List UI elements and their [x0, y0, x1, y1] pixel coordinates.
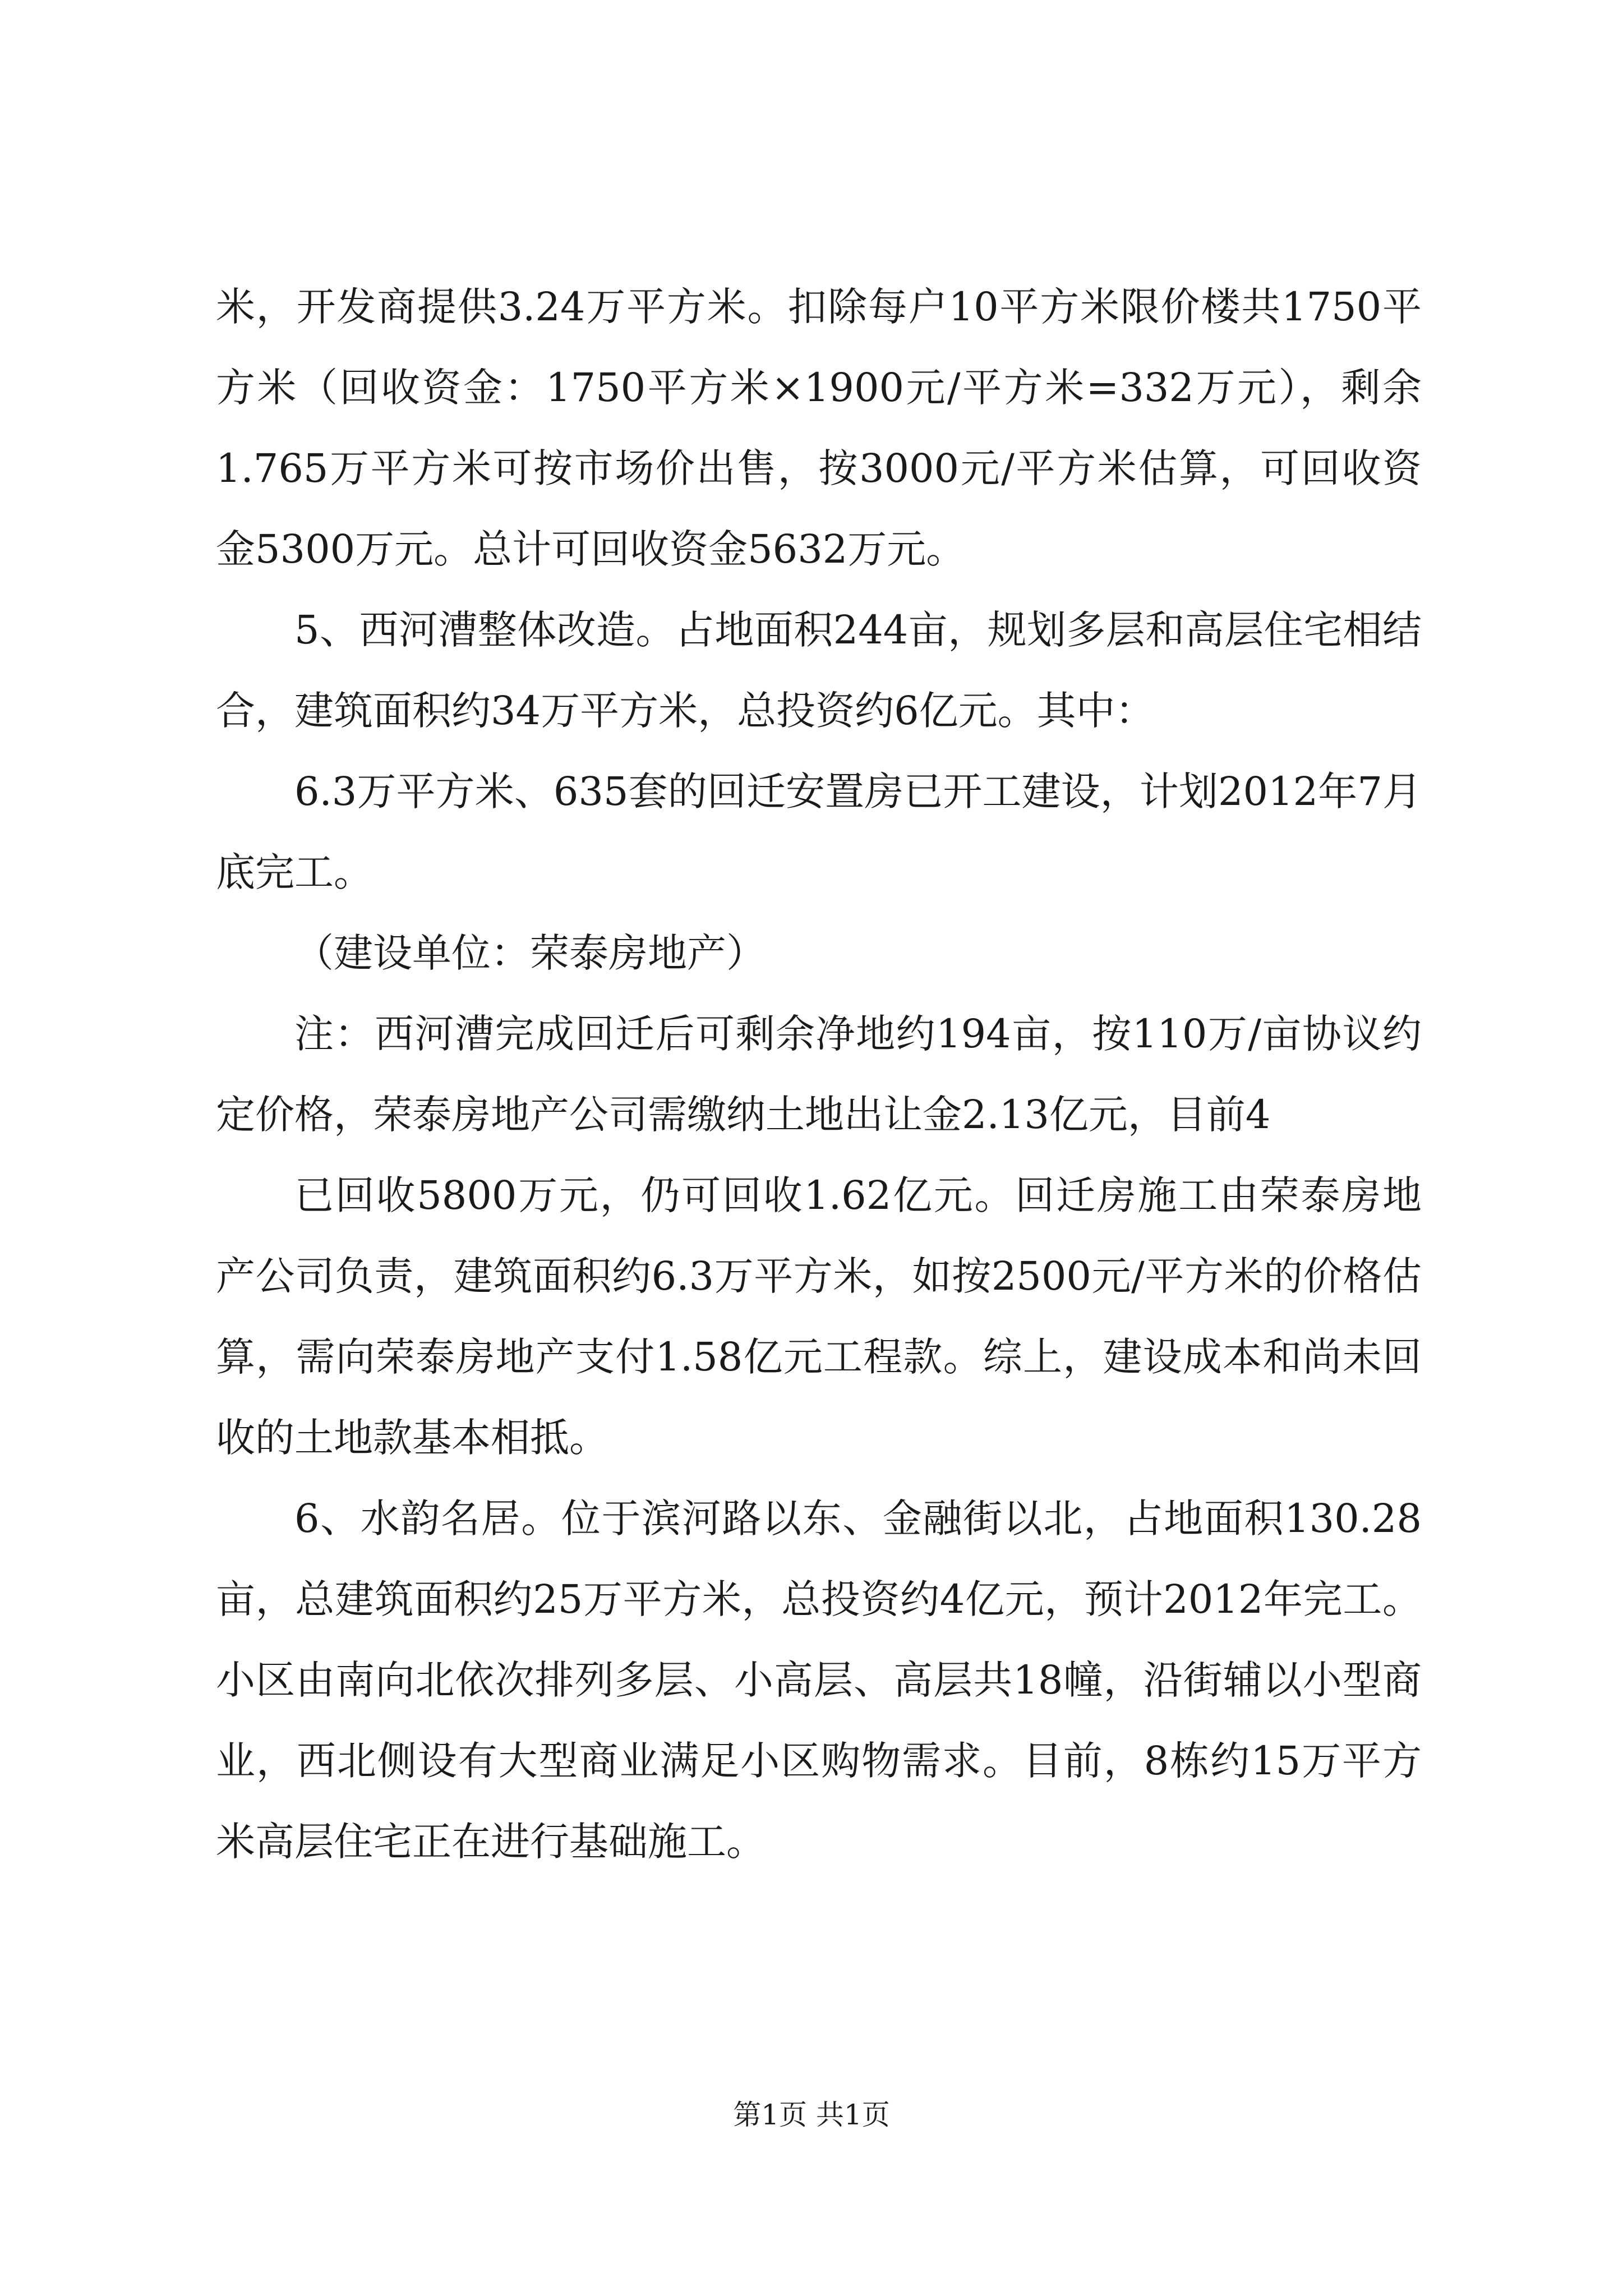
paragraph-3: 6.3万平方米、635套的回迁安置房已开工建设，计划2012年7月底完工。 — [216, 769, 1422, 895]
paragraph-2: 5、西河漕整体改造。占地面积244亩，规划多层和高层住宅相结合，建筑面积约34万平方米，总投资约6亿元。其中： — [216, 607, 1422, 734]
document-body — [216, 266, 1422, 1882]
page-footer: 第1页 共1页 — [733, 2099, 890, 2131]
paragraph-1: 米，开发商提供3.24万平方米。扣除每户10平方米限价楼共1750平方米（回收资金：1750平方米×1900元/平方米=332万元），剩余1.765万平方米可按市场价出售，按3000元/平方米估算，可回收资金5300万元。总计可回收资金5632万元。 — [216, 284, 1422, 572]
paragraph-6: 已回收5800万元，仍可回收1.62亿元。回迁房施工由荣泰房地产公司负责，建筑面积约6.3万平方米，如按2500元/平方米的价格估算，需向荣泰房地产支付1.58亿元工程款。综上，建设成本和尚未回收的土地款基本相抵。 — [216, 1172, 1422, 1461]
paragraph-7: 6、水韵名居。位于滨河路以东、金融街以北，占地面积130.28亩，总建筑面积约25万平方米，总投资约4亿元，预计2012年完工。小区由南向北依次排列多层、小高层、高层共18幢，沿街辅以小型商业，西北侧设有大型商业满足小区购物需求。目前，8栋约15万平方米高层住宅正在进行基础施工。 — [216, 1496, 1422, 1865]
paragraph-4: （建设单位：荣泰房地产） — [294, 930, 766, 976]
paragraph-5: 注：西河漕完成回迁后可剩余净地约194亩，按110万/亩协议约定价格，荣泰房地产公司需缴纳土地出让金2.13亿元，目前4 — [216, 1011, 1422, 1138]
